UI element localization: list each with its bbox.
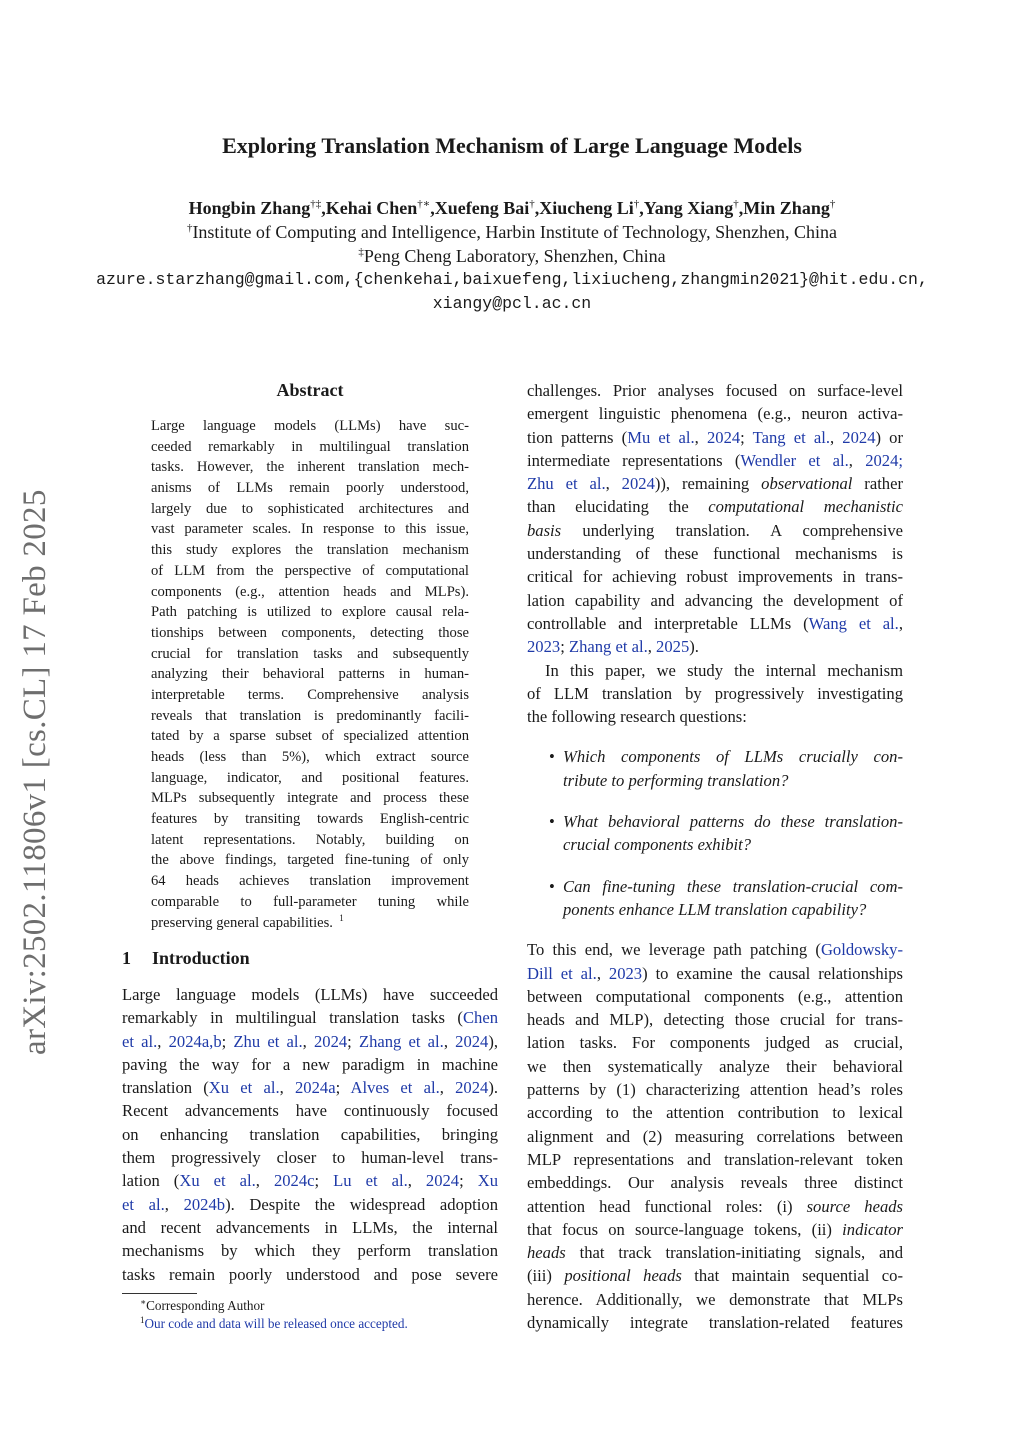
text-run: rather: [852, 474, 903, 494]
text-run: between computational components (e.g., attention: [527, 986, 903, 1006]
affiliation-text: Institute of Computing and Intelligence, Harbin Institute of Technology, Shenzhen, China: [192, 222, 838, 242]
citation-link[interactable]: Tang et al.: [752, 427, 830, 447]
citation-link[interactable]: Chen: [462, 1008, 498, 1028]
research-question: [527, 810, 903, 857]
paper-title: Exploring Translation Mechanism of Large Language Models: [222, 133, 802, 158]
author-name: Min Zhang: [743, 198, 830, 218]
text-line: [527, 402, 903, 425]
text-line: [527, 612, 903, 635]
author-marks: †: [633, 198, 640, 210]
text-run: alignment and (2) measuring correlations between: [527, 1126, 903, 1146]
text-line: [151, 747, 469, 768]
author-name: Hongbin Zhang: [188, 198, 311, 218]
text-run: language, indicator, and positional features.: [151, 769, 469, 786]
text-run: underlying translation. A comprehensive: [561, 520, 903, 540]
text-line: [122, 1006, 498, 1029]
text-run: anisms of LLMs remain poorly understood,: [151, 480, 469, 497]
text-run: that focus on source-language tokens, (ii): [527, 1219, 843, 1239]
text-run: the following research questions:: [527, 707, 747, 727]
abstract-body: [151, 416, 469, 933]
text-line: [563, 875, 903, 898]
text-line: [527, 659, 903, 682]
citation-link[interactable]: Lu et al.: [333, 1171, 408, 1191]
text-run: them progressively closer to human-level trans-: [122, 1148, 498, 1168]
text-run: latent representations. Notably, building on: [151, 831, 469, 848]
text-run: and recent advancements in LLMs, the internal: [122, 1217, 498, 1237]
text-run: ,: [596, 963, 609, 983]
author-marks: †: [529, 198, 535, 210]
text-line: [151, 830, 469, 851]
text-run: ;: [560, 637, 569, 657]
text-run: Can fine-tuning these translation-crucial com-: [563, 876, 903, 896]
text-line: [151, 850, 469, 871]
affiliation-mark: ‡: [358, 246, 364, 258]
text-line: [563, 745, 903, 768]
text-run: ,: [157, 1031, 169, 1051]
text-line: [151, 768, 469, 789]
text-run: emergent linguistic phenomena (e.g., neuron activa-: [527, 404, 903, 424]
footnote-mark: ∗: [140, 1297, 147, 1307]
citation-link[interactable]: 2024: [313, 1031, 348, 1051]
text-line: [527, 542, 903, 565]
text-run: than elucidating the: [527, 497, 709, 517]
text-run: ,: [255, 1171, 274, 1191]
text-line: [122, 1263, 498, 1286]
text-run: dynamically integrate translation-related features: [527, 1312, 903, 1332]
text-line: [527, 1078, 903, 1101]
text-run: controllable and interpretable LLMs (: [527, 613, 809, 633]
citation-link[interactable]: 2024b: [183, 1194, 226, 1214]
citation-link[interactable]: 2024a,b: [168, 1031, 222, 1051]
text-run: patterns by (1) characterizing attention head’s roles: [527, 1080, 903, 1100]
text-line: [122, 1216, 498, 1239]
text-line: [527, 705, 903, 728]
text-line: [122, 1099, 498, 1122]
text-run: ;: [314, 1171, 334, 1191]
text-run: of LLM translation by progressively investigating: [527, 683, 903, 703]
author-name: Xuefeng Bai: [434, 198, 530, 218]
text-line: [527, 589, 903, 612]
text-run: ,: [848, 450, 866, 470]
text-run: ,: [443, 1031, 456, 1051]
text-line: [527, 495, 903, 518]
text-run: critical for achieving robust improvements in trans-: [527, 567, 903, 587]
text-line: [527, 1171, 903, 1194]
text-run: ,: [605, 474, 622, 494]
text-line: [151, 913, 469, 934]
text-line: [527, 519, 903, 542]
citation-link[interactable]: 2024: [621, 474, 655, 494]
text-run: analyzing their behavioral patterns in human-: [151, 666, 469, 683]
text-line: [527, 985, 903, 1008]
text-run: challenges. Prior analyses focused on surface-level: [527, 381, 903, 400]
text-run: )), remaining: [654, 474, 762, 494]
text-line: [527, 1055, 903, 1078]
text-run: crucial for translation tasks and subsequently: [151, 645, 469, 662]
bullet-icon: •: [549, 812, 555, 832]
emphasis-text: positional heads: [564, 1266, 682, 1286]
footnote-ref[interactable]: 1: [336, 912, 344, 923]
citation-link[interactable]: Mu et al.: [627, 427, 695, 447]
research-questions: [527, 745, 903, 921]
author-marks: †‡: [310, 198, 322, 210]
text-run: crucial components exhibit?: [563, 835, 752, 855]
text-run: ,: [302, 1031, 314, 1051]
affiliation-line: [0, 244, 1024, 268]
text-line: [151, 582, 469, 603]
citation-link[interactable]: 2024c: [273, 1171, 315, 1191]
text-run: ,: [898, 613, 903, 633]
text-run: this study explores the translation mechanism: [151, 542, 469, 559]
citation-link[interactable]: 2023: [527, 637, 561, 657]
text-run: lation tasks. For components judged as crucial,: [527, 1033, 903, 1053]
arxiv-stamp: arXiv:2502.11806v1 [cs.CL] 17 Feb 2025: [17, 489, 53, 1055]
author-name: Kehai Chen: [325, 198, 418, 218]
citation-link[interactable]: Zhu et al.: [527, 474, 606, 494]
section-number: 1: [122, 948, 131, 968]
text-line: [527, 1311, 903, 1334]
text-line: [151, 685, 469, 706]
text-line: [122, 1076, 498, 1099]
text-line: [563, 898, 903, 921]
citation-link[interactable]: Dill et al.: [527, 963, 597, 983]
text-run: we then systematically analyze their behavioral: [527, 1056, 903, 1076]
text-run: ) or: [875, 427, 903, 447]
text-run: heads and MLP), detecting those crucial for trans-: [527, 1010, 903, 1030]
footnote-text: Corresponding Author: [146, 1298, 265, 1313]
text-line: [563, 833, 903, 856]
text-line: [122, 1030, 498, 1053]
text-line: [527, 1101, 903, 1124]
text-line: [527, 1008, 903, 1031]
text-line: [527, 635, 903, 658]
text-run: ).: [488, 1078, 498, 1098]
text-run: the above findings, targeted fine-tuning of only: [151, 852, 469, 869]
citation-link[interactable]: Xu et al.: [208, 1078, 280, 1098]
footnote-rule: [122, 1293, 197, 1294]
text-line: [151, 540, 469, 561]
text-run: attention head functional roles: (i): [527, 1196, 807, 1216]
text-run: ;: [459, 1171, 478, 1191]
text-run: ,: [407, 1171, 426, 1191]
text-line: [151, 499, 469, 520]
text-run: tasks. However, the inherent translation mech-: [151, 459, 469, 476]
email-line: azure.starzhang@gmail.com,{chenkehai,baixuefeng,lixiucheng,zhangmin2021}@hit.edu.cn,: [96, 270, 928, 289]
text-run: ponents enhance LLM translation capability?: [563, 899, 867, 919]
footnote-mark: 1: [140, 1315, 145, 1325]
text-run: components (e.g., attention heads and MLPs).: [151, 583, 469, 600]
text-run: Large language models (LLMs) have succeeded: [122, 985, 498, 1004]
citation-link[interactable]: Wang et al.: [808, 613, 899, 633]
footnote-code: [140, 1315, 408, 1333]
text-run: reveals that translation is predominantly facili-: [151, 707, 469, 724]
citation-link[interactable]: Goldowsky-: [820, 940, 903, 960]
text-run: on enhancing translation capabilities, bringing: [122, 1124, 498, 1144]
text-line: [527, 565, 903, 588]
text-run: comparable to full-parameter tuning while: [151, 893, 469, 910]
citation-link[interactable]: Xu: [477, 1171, 498, 1191]
text-line: [527, 1264, 903, 1287]
text-line: [151, 871, 469, 892]
text-line: [151, 644, 469, 665]
text-line: [151, 478, 469, 499]
text-run: Recent advancements have continuously focused: [122, 1101, 498, 1121]
text-run: ,: [829, 427, 843, 447]
citation-link[interactable]: Xu et al.: [179, 1171, 256, 1191]
bullet-icon: •: [549, 876, 555, 896]
citation-link[interactable]: 2024a: [295, 1078, 336, 1098]
text-run: ;: [221, 1031, 234, 1051]
text-run: paving the way for a new paradigm in machine: [122, 1054, 498, 1074]
text-run: translation (: [122, 1078, 209, 1098]
text-run: understanding of these functional mechanisms is: [527, 544, 903, 564]
footnote-link[interactable]: Our code and data will be released once accepted.: [144, 1316, 408, 1331]
text-run: (iii): [527, 1266, 565, 1286]
text-run: ,: [647, 637, 657, 657]
text-run: mechanisms by which they perform translation: [122, 1241, 498, 1261]
author-marks: †: [733, 198, 739, 210]
text-line: [527, 1218, 903, 1241]
text-line: [527, 1031, 903, 1054]
text-run: lation (: [122, 1171, 180, 1191]
affiliation-line: [0, 220, 1024, 244]
citation-link[interactable]: ;: [898, 450, 903, 470]
email-line: xiangy@pcl.ac.cn: [432, 294, 592, 313]
text-line: [122, 1053, 498, 1076]
text-run: 64 heads achieves translation improvement: [151, 873, 469, 890]
emphasis-text: indicator: [842, 1219, 903, 1239]
text-line: [151, 437, 469, 458]
text-run: ;: [740, 427, 753, 447]
text-run: heads (less than 5%), which extract source: [151, 749, 469, 765]
text-line: [527, 938, 903, 961]
citation-link[interactable]: Zhang et al.: [568, 637, 648, 657]
text-run: ,: [164, 1194, 184, 1214]
affiliation-mark: †: [186, 222, 193, 234]
citation-link[interactable]: Alves et al.: [350, 1078, 440, 1098]
text-run: tasks remain poorly understood and pose severe: [122, 1264, 498, 1284]
text-run: What behavioral patterns do these translation-: [563, 812, 903, 832]
text-run: ) to examine the causal relationships: [642, 963, 903, 983]
text-line: [151, 664, 469, 685]
text-run: preserving general capabilities.: [151, 914, 333, 931]
author-list: Hongbin Zhang†‡,Kehai Chen†∗,Xuefeng Bai†,Xiucheng Li†,Yang Xiang†,Min Zhang†: [188, 198, 836, 218]
text-line: [563, 769, 903, 792]
text-run: MLPs subsequently integrate and process these: [151, 790, 469, 807]
text-run: tionships between components, detecting those: [151, 624, 469, 641]
emphasis-text: observational: [761, 474, 853, 494]
research-question: [527, 745, 903, 792]
text-line: [122, 1193, 498, 1216]
citation-link[interactable]: 2024: [706, 427, 741, 447]
text-run: Which components of LLMs crucially con-: [563, 747, 903, 767]
text-line: [151, 623, 469, 644]
text-run: vast parameter scales. In response to this issue,: [151, 521, 469, 538]
abstract-heading: Abstract: [276, 380, 344, 400]
text-line: [151, 892, 469, 913]
citation-link[interactable]: Wendler et al.: [740, 450, 849, 470]
text-line: [527, 1125, 903, 1148]
affiliation-text: Peng Cheng Laboratory, Shenzhen, China: [363, 246, 666, 266]
text-run: tion patterns (: [527, 427, 628, 447]
text-run: In this paper, we study the internal mechanism: [545, 660, 903, 680]
text-line: [527, 962, 903, 985]
text-line: [151, 519, 469, 540]
text-run: MLP representations and translation-relevant token: [527, 1149, 903, 1169]
citation-link[interactable]: 2024: [425, 1171, 460, 1191]
text-run: ).: [689, 637, 699, 657]
text-line: [122, 1169, 498, 1192]
author-marks: †: [829, 198, 836, 210]
text-run: ,: [439, 1078, 456, 1098]
citation-link[interactable]: 2024: [455, 1031, 489, 1051]
citation-link[interactable]: 2023: [608, 963, 643, 983]
text-run: that maintain sequential co-: [681, 1266, 903, 1286]
bullet-icon: •: [549, 747, 555, 767]
text-run: ). Despite the widespread adoption: [225, 1194, 498, 1214]
text-line: [151, 416, 469, 437]
text-line: [151, 809, 469, 830]
text-line: [527, 379, 903, 402]
research-question: [527, 875, 903, 922]
citation-link[interactable]: Zhu et al.: [233, 1031, 303, 1051]
text-run: interpretable terms. Comprehensive analysis: [151, 686, 469, 703]
text-run: features by transiting towards English-centric: [151, 811, 469, 828]
text-line: [151, 561, 469, 582]
citation-link[interactable]: et al.: [122, 1194, 165, 1214]
text-line: [122, 1146, 498, 1169]
citation-link[interactable]: 2024: [455, 1078, 489, 1098]
text-line: [563, 810, 903, 833]
text-run: ),: [488, 1031, 499, 1051]
text-line: [151, 457, 469, 478]
text-line: [527, 472, 903, 495]
text-line: [527, 682, 903, 705]
text-line: [151, 602, 469, 623]
author-name: Yang Xiang: [643, 198, 734, 218]
text-run: according to the attention contribution to lexical: [527, 1103, 903, 1123]
text-run: tated by a sparse subset of specialized attention: [151, 728, 469, 745]
emphasis-text: computational mechanistic: [708, 497, 903, 517]
author-name: Xiucheng Li: [539, 198, 634, 218]
text-run: ,: [279, 1078, 295, 1098]
text-run: embeddings. Our analysis reveals three distinct: [527, 1173, 903, 1193]
text-line: [527, 426, 903, 449]
question-text: [563, 875, 903, 922]
citation-link[interactable]: 2024: [865, 450, 899, 470]
text-run: Large language models (LLMs) have suc-: [151, 418, 469, 434]
question-text: [563, 745, 903, 792]
paragraph: [527, 379, 903, 659]
text-run: intermediate representations (: [527, 450, 741, 470]
text-run: Path patching is utilized to explore causal rela-: [151, 604, 469, 621]
text-run: ;: [347, 1031, 359, 1051]
section-heading: [122, 946, 250, 970]
emphasis-text: basis: [527, 520, 562, 540]
text-line: [122, 1239, 498, 1262]
text-line: [151, 788, 469, 809]
emphasis-text: heads: [527, 1243, 566, 1263]
text-line: [527, 1195, 903, 1218]
text-run: herence. Additionally, we demonstrate that MLPs: [527, 1289, 903, 1309]
text-run: of LLM from the perspective of computational: [151, 562, 469, 579]
text-line: [527, 1148, 903, 1171]
emphasis-text: source heads: [806, 1196, 903, 1216]
text-run: tribute to performing translation?: [563, 770, 789, 790]
text-run: lation capability and advancing the development of: [527, 590, 903, 610]
text-line: [527, 1288, 903, 1311]
paragraph: [527, 659, 903, 729]
text-run: that track translation-initiating signals, and: [565, 1243, 903, 1263]
question-text: [563, 810, 903, 857]
text-run: remarkably in multilingual translation tasks (: [122, 1008, 463, 1028]
text-line: [527, 1241, 903, 1264]
citation-link[interactable]: et al.: [122, 1031, 158, 1051]
text-run: ceeded remarkably in multilingual translation: [151, 438, 469, 455]
text-run: ;: [335, 1078, 351, 1098]
citation-link[interactable]: Zhang et al.: [358, 1031, 444, 1051]
author-marks: †∗: [417, 198, 431, 210]
text-run: ,: [694, 427, 707, 447]
citation-link[interactable]: 2025: [656, 637, 690, 657]
text-line: [151, 726, 469, 747]
text-line: [122, 1123, 498, 1146]
section-title: Introduction: [152, 948, 250, 968]
citation-link[interactable]: 2024: [842, 427, 876, 447]
text-line: [122, 983, 498, 1006]
paragraph: [527, 938, 903, 1334]
text-line: [527, 449, 903, 472]
intro-body: [122, 983, 498, 1286]
text-run: To this end, we leverage path patching (: [527, 940, 821, 960]
text-run: largely due to sophisticated architectures and: [151, 500, 469, 517]
right-column: [527, 379, 903, 1334]
text-line: [151, 706, 469, 727]
footnote-corresponding: [140, 1297, 264, 1315]
